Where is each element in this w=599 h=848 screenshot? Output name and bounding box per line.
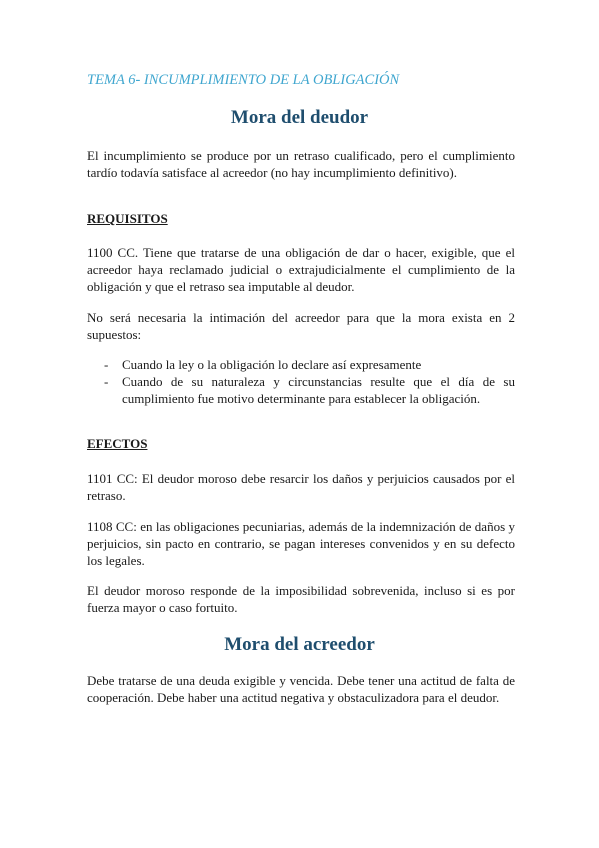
- dash-bullet-icon: -: [104, 374, 109, 389]
- dash-bullet-icon: -: [104, 357, 109, 372]
- section-heading-mora-deudor: Mora del deudor: [230, 107, 369, 128]
- section-heading-mora-acreedor: Mora del acreedor: [224, 634, 375, 655]
- requisitos-paragraph: 1100 CC. Tiene que tratarse de una obligación de dar o hacer, exigible, que el acreedor haya reclamado judicial o extrajudicialmente el cumplimiento de la obligación y que el retraso sea imputable al deudor.: [87, 245, 515, 294]
- supuestos-list: [87, 356, 515, 407]
- efectos-1108-paragraph: 1108 CC: en las obligaciones pecuniarias, además de la indemnización de daños y perjuicios, sin pacto en contrario, se pagan intereses convenidos y en su defecto los legales.: [87, 519, 515, 568]
- acreedor-paragraph: Debe tratarse de una deuda exigible y vencida. Debe tener una actitud de falta de cooperación. Debe haber una actitud negativa y obstaculizadora para el deudor.: [87, 673, 515, 705]
- topic-title: TEMA 6- INCUMPLIMIENTO DE LA OBLIGACIÓN: [87, 72, 400, 88]
- efectos-1101-paragraph: 1101 CC: El deudor moroso debe resarcir los daños y perjuicios causados por el retraso.: [87, 471, 515, 503]
- intro-paragraph: El incumplimiento se produce por un retraso cualificado, pero el cumplimiento tardío todavía satisface al acreedor (no hay incumplimiento definitivo).: [87, 148, 515, 180]
- list-item: [87, 356, 515, 373]
- list-item: [87, 373, 515, 407]
- requisitos-label: REQUISITOS: [87, 211, 168, 226]
- no-necesaria-paragraph: No será necesaria la intimación del acreedor para que la mora exista en 2 supuestos:: [87, 310, 515, 342]
- list-item-text: Cuando de su naturaleza y circunstancias resulte que el día de su cumplimiento fue motivo determinante para establecer la obligación.: [122, 374, 515, 406]
- efectos-fortuito-paragraph: El deudor moroso responde de la imposibilidad sobrevenida, incluso si es por fuerza mayor o caso fortuito.: [87, 583, 515, 615]
- efectos-label: EFECTOS: [87, 436, 148, 451]
- list-item-text: Cuando la ley o la obligación lo declare así expresamente: [122, 357, 422, 372]
